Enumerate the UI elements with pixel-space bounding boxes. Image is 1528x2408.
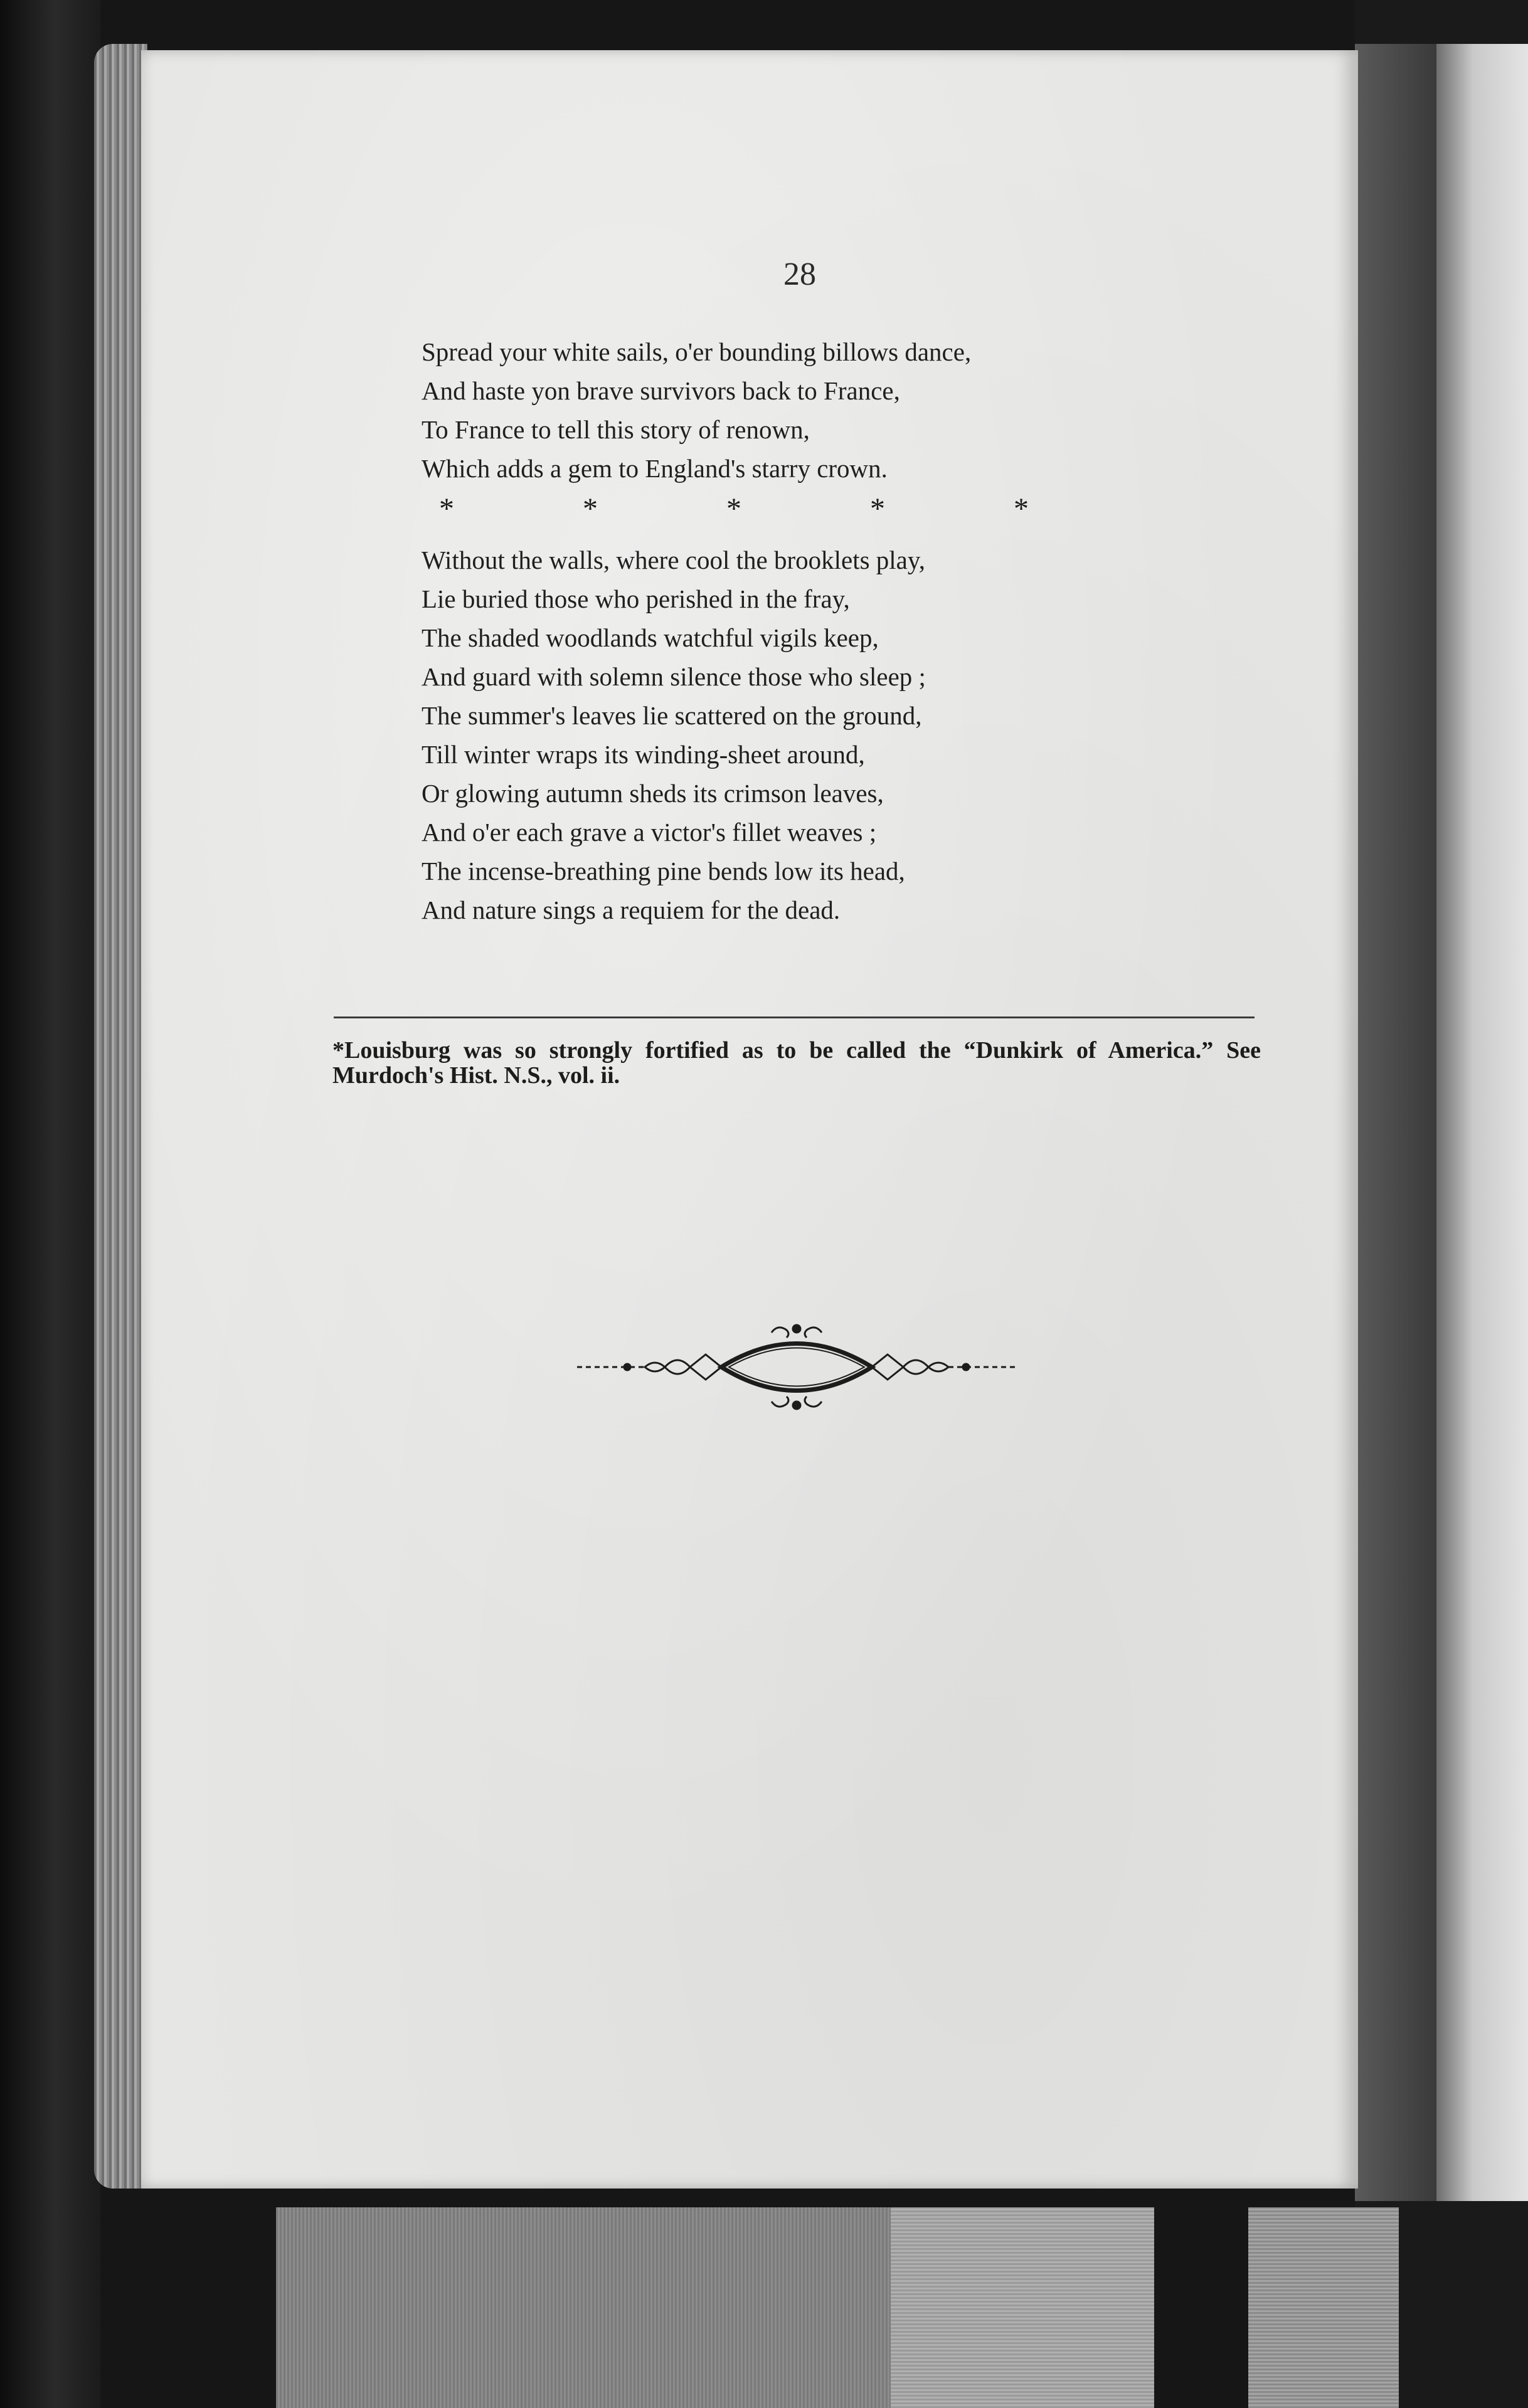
book-cover-cloth-far-right [1248, 2207, 1399, 2408]
poem-stanza-2 [422, 541, 1174, 929]
footnote-divider [334, 1017, 1255, 1018]
poem-stanza-1 [422, 332, 1174, 488]
scan-background-left [0, 0, 100, 2408]
adjacent-page-edge [1436, 44, 1528, 2201]
book-cover-cloth [276, 2207, 916, 2408]
book-gutter-shadow [1355, 44, 1436, 2201]
book-cover-cloth-right [891, 2207, 1154, 2408]
verse-line: Which adds a gem to England's starry crown. [422, 454, 888, 483]
asterisk: * [583, 492, 598, 525]
asterisk: * [439, 492, 454, 525]
ornament-icon [565, 1320, 1029, 1414]
asterisk: * [726, 492, 741, 525]
asterisk: * [1014, 492, 1029, 525]
page-number: 28 [783, 256, 816, 292]
verse-line: Lie buried those who perished in the fray, [422, 584, 850, 613]
verse-line: And o'er each grave a victor's fillet weaves ; [422, 818, 877, 847]
verse-line: Or glowing autumn sheds its crimson leaves, [422, 779, 884, 808]
verse-line: To France to tell this story of renown, [422, 415, 810, 444]
verse-line: And haste yon brave survivors back to France, [422, 376, 900, 405]
page-block-edge [94, 44, 147, 2189]
asterisk: * [870, 492, 885, 525]
verse-line: And guard with solemn silence those who sleep ; [422, 662, 926, 691]
section-separator [439, 492, 1029, 526]
verse-line: The shaded woodlands watchful vigils keep, [422, 623, 879, 652]
verse-line: Till winter wraps its winding-sheet around, [422, 740, 865, 769]
verse-line: And nature sings a requiem for the dead. [422, 895, 841, 924]
verse-line: Spread your white sails, o'er bounding billows dance, [422, 337, 972, 366]
verse-line: The incense-breathing pine bends low its head, [422, 857, 905, 885]
verse-line: Without the walls, where cool the brooklets play, [422, 546, 925, 574]
verse-line: The summer's leaves lie scattered on the ground, [422, 701, 922, 730]
footnote: *Louisburg was so strongly fortified as to be called the “Dunkirk of America.” See Murdoch's Hist. N.S., vol. ii. [332, 1037, 1261, 1089]
